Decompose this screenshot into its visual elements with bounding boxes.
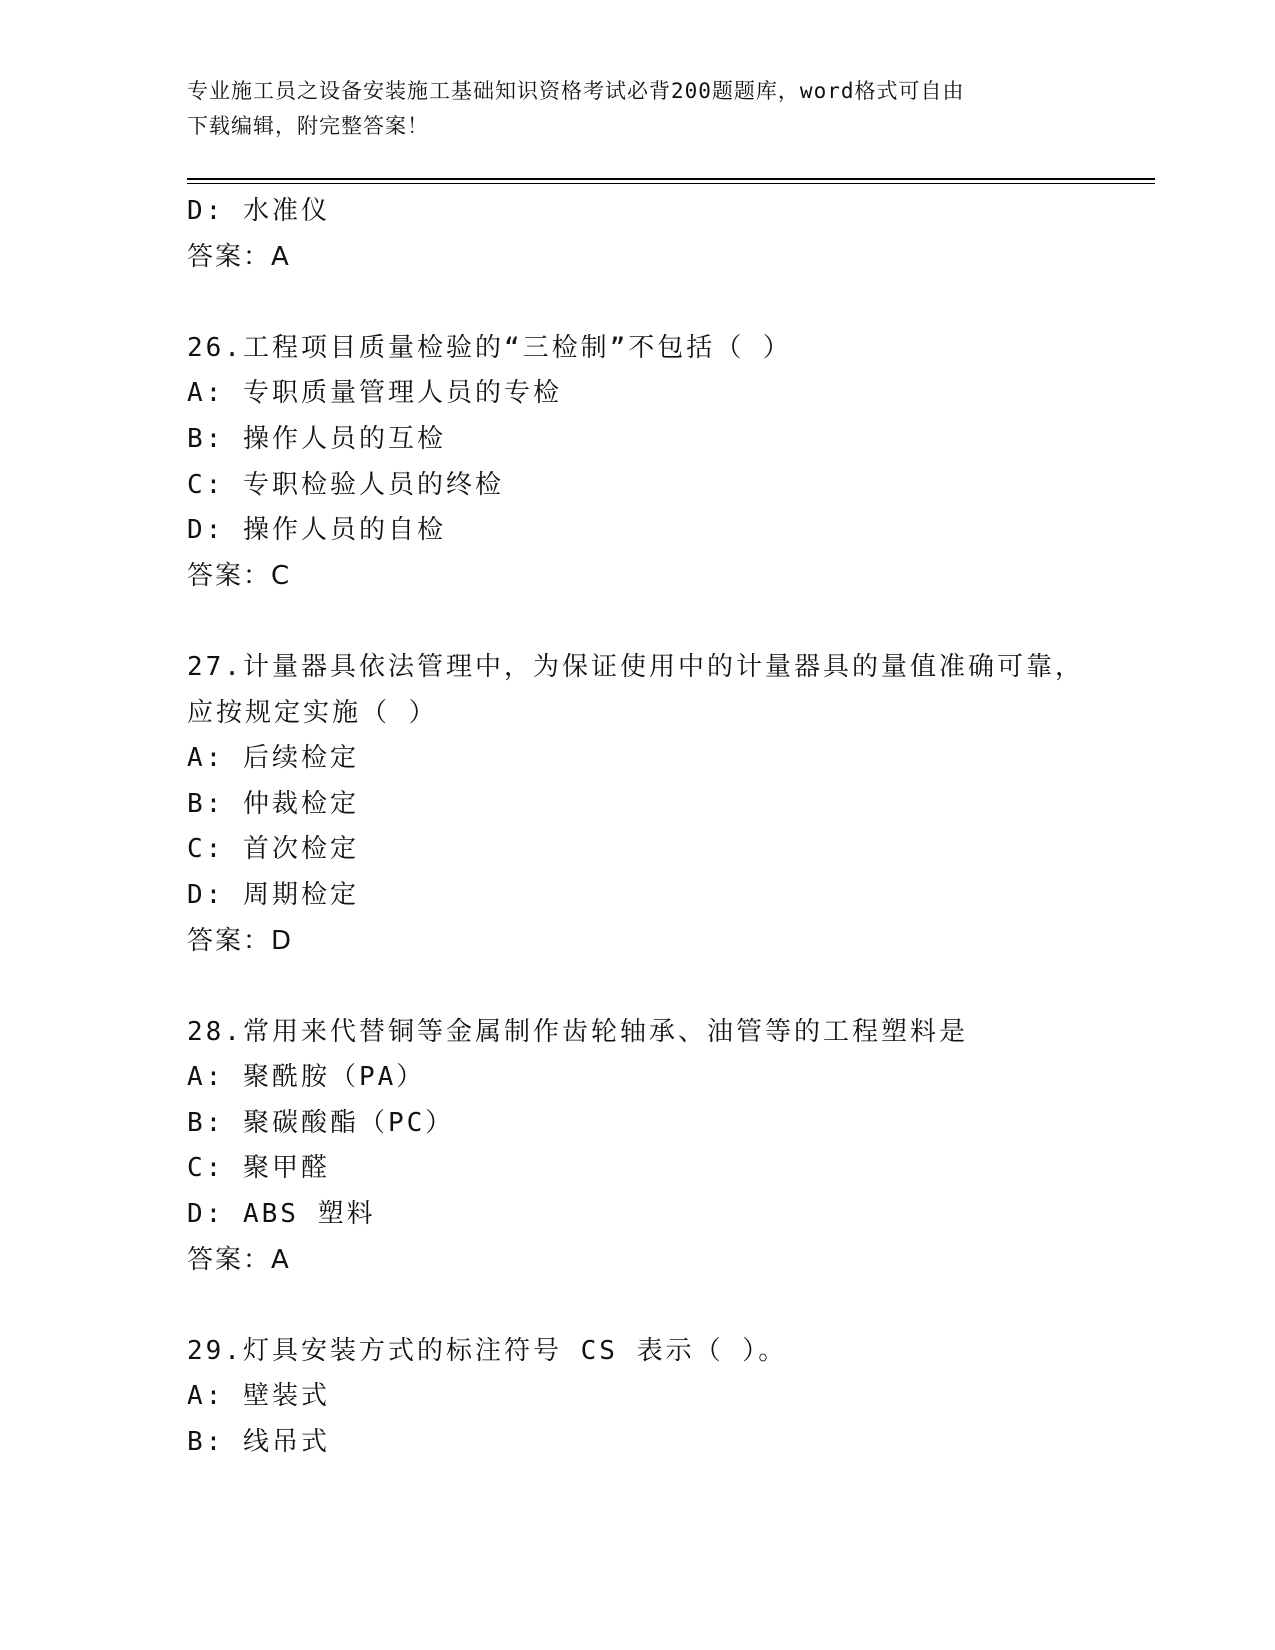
spacer <box>187 1283 1155 1329</box>
answer-line: 答案：A <box>187 1244 291 1275</box>
option-d: D: 周期检定 <box>187 879 359 910</box>
option-b: B: 线吊式 <box>187 1427 330 1458</box>
option-c: C: 聚甲醛 <box>187 1153 330 1184</box>
option-c: C: 专职检验人员的终检 <box>187 469 504 500</box>
question-text: 27.计量器具依法管理中，为保证使用中的计量器具的量值准确可靠， <box>187 651 1084 682</box>
option-d: D: ABS 塑料 <box>187 1199 376 1230</box>
question-list <box>187 189 1155 1466</box>
question-text: 28.常用来代替铜等金属制作齿轮轴承、油管等的工程塑料是 <box>187 1016 968 1047</box>
header-line-2: 下载编辑，附完整答案！ <box>187 114 429 138</box>
answer-line: 答案：C <box>187 560 292 591</box>
option-b: B: 仲裁检定 <box>187 788 359 819</box>
option-b: B: 操作人员的互检 <box>187 423 446 454</box>
option-a: A: 聚酰胺（PA） <box>187 1062 426 1093</box>
question-27 <box>187 645 1155 964</box>
answer-line: 答案：A <box>187 241 291 272</box>
option-c: C: 首次检定 <box>187 834 359 865</box>
header-rule-thick <box>187 178 1155 180</box>
option-a: A: 专职质量管理人员的专检 <box>187 378 562 409</box>
header-rule-thin <box>187 183 1155 184</box>
option-d: D: 操作人员的自检 <box>187 515 446 546</box>
option-b: B: 聚碳酸酯（PC） <box>187 1107 455 1138</box>
question-text: 26.工程项目质量检验的“三检制”不包括（ ） <box>187 332 792 363</box>
header-line-1: 专业施工员之设备安装施工基础知识资格考试必背200题题库，word格式可自由 <box>187 79 965 103</box>
question-26 <box>187 326 1155 600</box>
spacer <box>187 280 1155 326</box>
document-header <box>187 74 1087 144</box>
spacer <box>187 964 1155 1010</box>
question-25-tail <box>187 189 1155 280</box>
question-29 <box>187 1329 1155 1466</box>
question-28 <box>187 1010 1155 1284</box>
answer-line: 答案：D <box>187 925 294 956</box>
option-a: A: 后续检定 <box>187 743 359 774</box>
question-text: 29.灯具安装方式的标注符号 CS 表示（ ）。 <box>187 1335 788 1366</box>
question-text-continued: 应按规定实施（ ） <box>187 697 438 728</box>
option-d: D: 水准仪 <box>187 196 330 226</box>
spacer <box>187 599 1155 645</box>
option-a: A: 壁装式 <box>187 1381 330 1412</box>
